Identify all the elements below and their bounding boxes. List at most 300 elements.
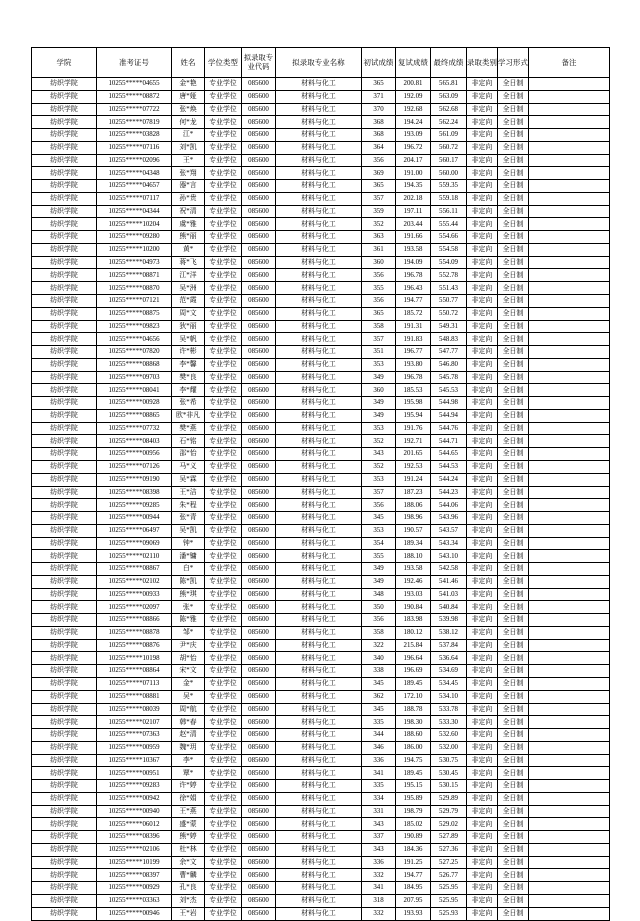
cell-name: 吴*帆	[172, 333, 205, 346]
cell-exam_id: 10255*****02102	[97, 575, 172, 588]
cell-exam_id: 10255*****02110	[97, 550, 172, 563]
cell-remark	[529, 690, 610, 703]
cell-retest: 188.10	[396, 550, 431, 563]
cell-study_mode: 全日制	[498, 180, 529, 193]
cell-major_name: 材料与化工	[276, 460, 362, 473]
cell-remark	[529, 358, 610, 371]
cell-study_mode: 全日制	[498, 205, 529, 218]
table-row	[32, 218, 610, 231]
cell-major_name: 材料与化工	[276, 805, 362, 818]
cell-exam_id: 10255*****07363	[97, 729, 172, 742]
cell-exam_id: 10255*****02096	[97, 154, 172, 167]
cell-major_name: 材料与化工	[276, 358, 362, 371]
cell-final: 529.79	[431, 805, 467, 818]
cell-major_name: 材料与化工	[276, 167, 362, 180]
cell-exam_id: 10255*****09190	[97, 473, 172, 486]
cell-degree: 专业学位	[205, 448, 242, 461]
cell-degree: 专业学位	[205, 639, 242, 652]
cell-admit_type: 非定向	[467, 141, 498, 154]
cell-initial: 344	[362, 729, 396, 742]
cell-college: 纺织学院	[32, 333, 97, 346]
cell-admit_type: 非定向	[467, 103, 498, 116]
cell-degree: 专业学位	[205, 741, 242, 754]
cell-remark	[529, 588, 610, 601]
cell-name: 李*耀	[172, 384, 205, 397]
cell-exam_id: 10255*****00956	[97, 448, 172, 461]
cell-major_name: 材料与化工	[276, 575, 362, 588]
cell-remark	[529, 626, 610, 639]
cell-final: 560.17	[431, 154, 467, 167]
cell-degree: 专业学位	[205, 550, 242, 563]
column-header-name: 姓名	[172, 48, 205, 78]
cell-exam_id: 10255*****04657	[97, 180, 172, 193]
cell-major_code: 085600	[242, 307, 276, 320]
table-row	[32, 231, 610, 244]
cell-study_mode: 全日制	[498, 282, 529, 295]
cell-initial: 349	[362, 575, 396, 588]
cell-major_code: 085600	[242, 524, 276, 537]
cell-study_mode: 全日制	[498, 665, 529, 678]
table-row	[32, 333, 610, 346]
table-row	[32, 754, 610, 767]
cell-college: 纺织学院	[32, 409, 97, 422]
table-row	[32, 575, 610, 588]
cell-college: 纺织学院	[32, 307, 97, 320]
cell-admit_type: 非定向	[467, 729, 498, 742]
cell-remark	[529, 792, 610, 805]
cell-name: 狄*丽	[172, 320, 205, 333]
cell-initial: 334	[362, 792, 396, 805]
cell-major_code: 085600	[242, 320, 276, 333]
cell-exam_id: 10255*****08397	[97, 869, 172, 882]
cell-retest: 191.66	[396, 231, 431, 244]
table-row	[32, 243, 610, 256]
cell-name: 杜*林	[172, 843, 205, 856]
cell-admit_type: 非定向	[467, 805, 498, 818]
cell-degree: 专业学位	[205, 677, 242, 690]
cell-degree: 专业学位	[205, 307, 242, 320]
cell-admit_type: 非定向	[467, 231, 498, 244]
cell-major_name: 材料与化工	[276, 333, 362, 346]
table-row	[32, 831, 610, 844]
cell-degree: 专业学位	[205, 397, 242, 410]
cell-degree: 专业学位	[205, 333, 242, 346]
cell-retest: 193.03	[396, 588, 431, 601]
cell-final: 544.06	[431, 499, 467, 512]
cell-major_name: 材料与化工	[276, 665, 362, 678]
cell-final: 554.58	[431, 243, 467, 256]
cell-initial: 358	[362, 320, 396, 333]
table-row	[32, 371, 610, 384]
cell-remark	[529, 205, 610, 218]
cell-college: 纺织学院	[32, 435, 97, 448]
table-row	[32, 882, 610, 895]
cell-major_code: 085600	[242, 243, 276, 256]
cell-initial: 337	[362, 831, 396, 844]
cell-remark	[529, 856, 610, 869]
cell-retest: 204.17	[396, 154, 431, 167]
cell-final: 529.02	[431, 818, 467, 831]
table-row	[32, 256, 610, 269]
cell-study_mode: 全日制	[498, 741, 529, 754]
cell-remark	[529, 307, 610, 320]
cell-final: 536.64	[431, 652, 467, 665]
cell-exam_id: 10255*****08039	[97, 703, 172, 716]
cell-admit_type: 非定向	[467, 703, 498, 716]
cell-major_name: 材料与化工	[276, 409, 362, 422]
cell-study_mode: 全日制	[498, 231, 529, 244]
cell-college: 纺织学院	[32, 141, 97, 154]
cell-retest: 185.02	[396, 818, 431, 831]
cell-remark	[529, 231, 610, 244]
cell-retest: 196.78	[396, 371, 431, 384]
cell-final: 556.11	[431, 205, 467, 218]
cell-degree: 专业学位	[205, 320, 242, 333]
cell-degree: 专业学位	[205, 473, 242, 486]
cell-exam_id: 10255*****02097	[97, 601, 172, 614]
table-row	[32, 435, 610, 448]
cell-major_code: 085600	[242, 575, 276, 588]
cell-retest: 196.64	[396, 652, 431, 665]
cell-initial: 349	[362, 397, 396, 410]
cell-initial: 318	[362, 895, 396, 908]
cell-major_code: 085600	[242, 167, 276, 180]
cell-study_mode: 全日制	[498, 563, 529, 576]
cell-final: 545.78	[431, 371, 467, 384]
cell-degree: 专业学位	[205, 243, 242, 256]
cell-remark	[529, 243, 610, 256]
cell-initial: 335	[362, 716, 396, 729]
cell-remark	[529, 486, 610, 499]
cell-exam_id: 10255*****08403	[97, 435, 172, 448]
cell-degree: 专业学位	[205, 563, 242, 576]
cell-major_code: 085600	[242, 422, 276, 435]
table-row	[32, 780, 610, 793]
table-row	[32, 677, 610, 690]
cell-study_mode: 全日制	[498, 677, 529, 690]
cell-study_mode: 全日制	[498, 843, 529, 856]
cell-major_code: 085600	[242, 371, 276, 384]
cell-major_code: 085600	[242, 754, 276, 767]
cell-retest: 188.60	[396, 729, 431, 742]
cell-major_name: 材料与化工	[276, 269, 362, 282]
cell-retest: 187.23	[396, 486, 431, 499]
cell-study_mode: 全日制	[498, 754, 529, 767]
cell-exam_id: 10255*****00944	[97, 512, 172, 525]
cell-final: 562.68	[431, 103, 467, 116]
cell-final: 554.66	[431, 231, 467, 244]
cell-name: 孔*良	[172, 882, 205, 895]
cell-admit_type: 非定向	[467, 499, 498, 512]
cell-initial: 359	[362, 205, 396, 218]
cell-degree: 专业学位	[205, 167, 242, 180]
table-row	[32, 907, 610, 920]
cell-remark	[529, 563, 610, 576]
cell-study_mode: 全日制	[498, 397, 529, 410]
cell-college: 纺织学院	[32, 575, 97, 588]
cell-name: 张*希	[172, 397, 205, 410]
cell-major_code: 085600	[242, 818, 276, 831]
cell-retest: 193.80	[396, 358, 431, 371]
cell-major_code: 085600	[242, 486, 276, 499]
cell-major_code: 085600	[242, 537, 276, 550]
cell-initial: 353	[362, 473, 396, 486]
cell-name: 唐*娅	[172, 90, 205, 103]
cell-retest: 194.77	[396, 869, 431, 882]
cell-remark	[529, 843, 610, 856]
table-row	[32, 499, 610, 512]
cell-exam_id: 10255*****07732	[97, 422, 172, 435]
cell-retest: 184.36	[396, 843, 431, 856]
cell-initial: 370	[362, 103, 396, 116]
cell-study_mode: 全日制	[498, 907, 529, 920]
cell-name: 盛*蒙	[172, 818, 205, 831]
table-row	[32, 524, 610, 537]
cell-retest: 194.35	[396, 180, 431, 193]
cell-final: 527.25	[431, 856, 467, 869]
cell-remark	[529, 435, 610, 448]
cell-major_name: 材料与化工	[276, 843, 362, 856]
cell-remark	[529, 665, 610, 678]
column-header-college: 学院	[32, 48, 97, 78]
cell-retest: 194.77	[396, 295, 431, 308]
cell-exam_id: 10255*****07126	[97, 460, 172, 473]
cell-degree: 专业学位	[205, 626, 242, 639]
cell-initial: 356	[362, 269, 396, 282]
cell-major_code: 085600	[242, 588, 276, 601]
cell-exam_id: 10255*****07722	[97, 103, 172, 116]
cell-degree: 专业学位	[205, 435, 242, 448]
column-header-final: 最终成绩	[431, 48, 467, 78]
cell-degree: 专业学位	[205, 537, 242, 550]
cell-admit_type: 非定向	[467, 192, 498, 205]
cell-final: 552.78	[431, 269, 467, 282]
cell-initial: 346	[362, 741, 396, 754]
cell-exam_id: 10255*****07820	[97, 346, 172, 359]
cell-initial: 352	[362, 460, 396, 473]
cell-remark	[529, 320, 610, 333]
table-row	[32, 422, 610, 435]
table-row	[32, 588, 610, 601]
cell-major_code: 085600	[242, 397, 276, 410]
cell-retest: 198.30	[396, 716, 431, 729]
cell-exam_id: 10255*****02107	[97, 716, 172, 729]
cell-final: 555.44	[431, 218, 467, 231]
cell-retest: 189.45	[396, 767, 431, 780]
cell-initial: 340	[362, 652, 396, 665]
cell-degree: 专业学位	[205, 780, 242, 793]
cell-college: 纺织学院	[32, 218, 97, 231]
table-row	[32, 307, 610, 320]
cell-degree: 专业学位	[205, 78, 242, 91]
cell-study_mode: 全日制	[498, 831, 529, 844]
cell-retest: 194.75	[396, 754, 431, 767]
cell-study_mode: 全日制	[498, 256, 529, 269]
cell-final: 551.43	[431, 282, 467, 295]
cell-study_mode: 全日制	[498, 473, 529, 486]
cell-remark	[529, 575, 610, 588]
cell-final: 537.84	[431, 639, 467, 652]
cell-final: 548.83	[431, 333, 467, 346]
cell-name: 宋*文	[172, 665, 205, 678]
cell-remark	[529, 371, 610, 384]
cell-remark	[529, 550, 610, 563]
cell-major_name: 材料与化工	[276, 882, 362, 895]
table-row	[32, 205, 610, 218]
cell-degree: 专业学位	[205, 601, 242, 614]
cell-admit_type: 非定向	[467, 384, 498, 397]
cell-major_code: 085600	[242, 665, 276, 678]
cell-retest: 198.79	[396, 805, 431, 818]
cell-initial: 349	[362, 371, 396, 384]
cell-initial: 360	[362, 384, 396, 397]
cell-initial: 350	[362, 601, 396, 614]
cell-degree: 专业学位	[205, 818, 242, 831]
cell-name: 余*文	[172, 856, 205, 869]
cell-remark	[529, 767, 610, 780]
cell-remark	[529, 460, 610, 473]
cell-name: 吴*	[172, 690, 205, 703]
cell-study_mode: 全日制	[498, 882, 529, 895]
cell-admit_type: 非定向	[467, 652, 498, 665]
cell-major_code: 085600	[242, 129, 276, 142]
cell-major_name: 材料与化工	[276, 550, 362, 563]
cell-admit_type: 非定向	[467, 563, 498, 576]
cell-admit_type: 非定向	[467, 256, 498, 269]
cell-admit_type: 非定向	[467, 677, 498, 690]
cell-name: 覃*	[172, 767, 205, 780]
cell-remark	[529, 269, 610, 282]
cell-admit_type: 非定向	[467, 907, 498, 920]
cell-college: 纺织学院	[32, 499, 97, 512]
cell-name: 周*文	[172, 307, 205, 320]
cell-final: 539.98	[431, 614, 467, 627]
cell-college: 纺织学院	[32, 90, 97, 103]
cell-initial: 356	[362, 295, 396, 308]
cell-study_mode: 全日制	[498, 218, 529, 231]
cell-admit_type: 非定向	[467, 295, 498, 308]
cell-major_code: 085600	[242, 269, 276, 282]
cell-name: 陈*雅	[172, 614, 205, 627]
cell-degree: 专业学位	[205, 575, 242, 588]
cell-initial: 348	[362, 588, 396, 601]
cell-name: 王*岩	[172, 907, 205, 920]
cell-remark	[529, 818, 610, 831]
cell-remark	[529, 192, 610, 205]
cell-major_name: 材料与化工	[276, 320, 362, 333]
cell-name: 周*航	[172, 703, 205, 716]
cell-major_code: 085600	[242, 473, 276, 486]
cell-college: 纺织学院	[32, 397, 97, 410]
cell-retest: 191.24	[396, 473, 431, 486]
cell-major_name: 材料与化工	[276, 192, 362, 205]
cell-exam_id: 10255*****03828	[97, 129, 172, 142]
cell-exam_id: 10255*****07113	[97, 677, 172, 690]
cell-study_mode: 全日制	[498, 805, 529, 818]
table-row	[32, 141, 610, 154]
cell-final: 544.53	[431, 460, 467, 473]
cell-major_name: 材料与化工	[276, 652, 362, 665]
cell-remark	[529, 295, 610, 308]
cell-major_code: 085600	[242, 295, 276, 308]
cell-remark	[529, 409, 610, 422]
cell-study_mode: 全日制	[498, 307, 529, 320]
cell-degree: 专业学位	[205, 116, 242, 129]
cell-initial: 338	[362, 665, 396, 678]
cell-admit_type: 非定向	[467, 167, 498, 180]
cell-degree: 专业学位	[205, 269, 242, 282]
cell-major_name: 材料与化工	[276, 295, 362, 308]
cell-admit_type: 非定向	[467, 831, 498, 844]
column-header-exam_id: 准考证号	[97, 48, 172, 78]
cell-admit_type: 非定向	[467, 218, 498, 231]
cell-retest: 200.81	[396, 78, 431, 91]
cell-admit_type: 非定向	[467, 473, 498, 486]
cell-exam_id: 10255*****07117	[97, 192, 172, 205]
cell-admit_type: 非定向	[467, 448, 498, 461]
cell-study_mode: 全日制	[498, 141, 529, 154]
cell-name: 器*言	[172, 180, 205, 193]
table-row	[32, 282, 610, 295]
cell-study_mode: 全日制	[498, 895, 529, 908]
cell-final: 544.71	[431, 435, 467, 448]
cell-degree: 专业学位	[205, 358, 242, 371]
cell-final: 543.96	[431, 512, 467, 525]
admission-results-table-container	[31, 47, 609, 921]
column-header-degree: 学位类型	[205, 48, 242, 78]
cell-college: 纺织学院	[32, 358, 97, 371]
cell-major_code: 085600	[242, 205, 276, 218]
cell-name: 祝*清	[172, 205, 205, 218]
cell-exam_id: 10255*****00946	[97, 907, 172, 920]
cell-major_code: 085600	[242, 677, 276, 690]
cell-admit_type: 非定向	[467, 154, 498, 167]
cell-final: 533.78	[431, 703, 467, 716]
cell-retest: 189.45	[396, 677, 431, 690]
table-row	[32, 269, 610, 282]
cell-retest: 195.94	[396, 409, 431, 422]
cell-remark	[529, 754, 610, 767]
cell-name: 欧*非凡	[172, 409, 205, 422]
cell-study_mode: 全日制	[498, 192, 529, 205]
cell-retest: 192.09	[396, 90, 431, 103]
cell-admit_type: 非定向	[467, 90, 498, 103]
cell-name: 张*	[172, 601, 205, 614]
cell-study_mode: 全日制	[498, 243, 529, 256]
table-body	[32, 78, 610, 921]
cell-major_name: 材料与化工	[276, 639, 362, 652]
cell-major_name: 材料与化工	[276, 703, 362, 716]
cell-admit_type: 非定向	[467, 716, 498, 729]
cell-name: 金*艳	[172, 78, 205, 91]
cell-major_name: 材料与化工	[276, 677, 362, 690]
cell-degree: 专业学位	[205, 103, 242, 116]
cell-initial: 353	[362, 358, 396, 371]
cell-admit_type: 非定向	[467, 741, 498, 754]
cell-college: 纺织学院	[32, 588, 97, 601]
cell-exam_id: 10255*****02106	[97, 843, 172, 856]
cell-exam_id: 10255*****08872	[97, 90, 172, 103]
cell-final: 542.58	[431, 563, 467, 576]
cell-degree: 专业学位	[205, 409, 242, 422]
cell-degree: 专业学位	[205, 499, 242, 512]
cell-name: 魏*玥	[172, 741, 205, 754]
cell-major_name: 材料与化工	[276, 282, 362, 295]
cell-final: 527.89	[431, 831, 467, 844]
cell-initial: 336	[362, 754, 396, 767]
cell-admit_type: 非定向	[467, 269, 498, 282]
cell-college: 纺织学院	[32, 856, 97, 869]
